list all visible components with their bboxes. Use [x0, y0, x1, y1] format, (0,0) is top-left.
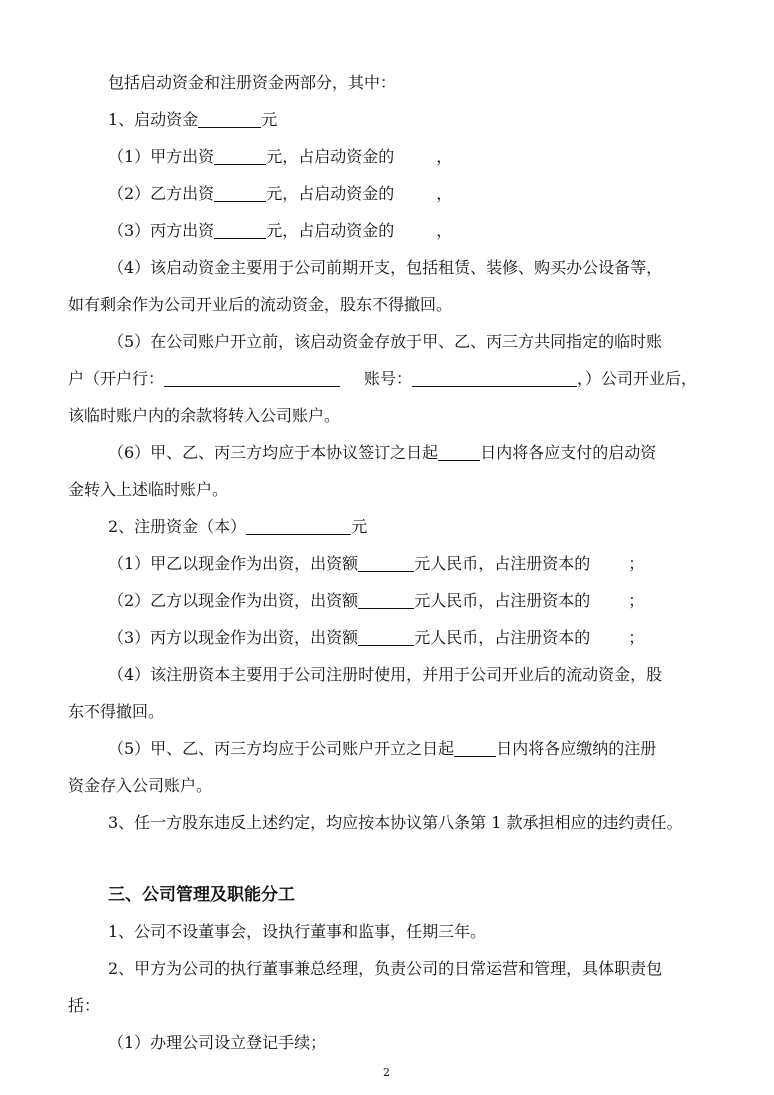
capital-item-5-line1: （5）甲、乙、丙三方均应于公司账户开立之日起 日内将各应缴纳的注册: [108, 739, 657, 758]
startup-item-1: （1）甲方出资 元，占启动资金的 ，: [108, 147, 453, 166]
days-blank: [438, 444, 480, 461]
bank-blank: [164, 370, 340, 387]
startup-item-5-line2: 户（开户行： 账号： ，）公司开业后，: [68, 369, 698, 388]
amount-blank: [214, 185, 266, 202]
management-item-2-line2: 括：: [68, 996, 101, 1015]
startup-item-3: （3）丙方出资 元，占启动资金的 ，: [108, 221, 453, 240]
startup-item-5-line3: 该临时账户内的余款将转入公司账户。: [68, 406, 341, 425]
capital-item-4-line1: （4）该注册资本主要用于公司注册时使用，并用于公司开业后的流动资金，股: [108, 665, 663, 684]
amount-blank: [358, 555, 414, 572]
capital-item-1: （1）甲乙以现金作为出资，出资额 元人民币，占注册资本的 ；: [108, 554, 645, 573]
days-blank: [454, 740, 496, 757]
capital-item-5-line2: 资金存入公司账户。: [68, 776, 213, 795]
registered-capital-blank: [246, 518, 351, 535]
startup-fund-line: [108, 110, 277, 130]
amount-blank: [214, 148, 266, 165]
capital-item-3: （3）丙方以现金作为出资，出资额 元人民币，占注册资本的 ；: [108, 628, 645, 647]
page-number: 2: [383, 1066, 390, 1079]
amount-blank: [358, 592, 414, 609]
management-item-2-sub-1: （1）办理公司设立登记手续；: [108, 1033, 327, 1052]
startup-item-4-line1: （4）该启动资金主要用于公司前期开支，包括租赁、装修、购买办公设备等，: [108, 258, 663, 277]
startup-fund-unit: 元: [261, 110, 278, 129]
amount-blank: [358, 629, 414, 646]
account-number-blank: [412, 370, 577, 387]
startup-item-2: （2）乙方出资 元，占启动资金的 ，: [108, 184, 453, 203]
registered-capital-line: 2、注册资金（本） 元: [108, 517, 368, 536]
startup-item-4-line2: 如有剩余作为公司开业后的流动资金，股东不得撤回。: [68, 295, 453, 314]
section-heading: 三、公司管理及职能分工: [108, 885, 295, 905]
startup-item-6-line1: （6）甲、乙、丙三方均应于本协议签订之日起 日内将各应支付的启动资: [108, 443, 657, 462]
startup-fund-label: 1、启动资金: [108, 110, 199, 129]
startup-fund-blank: [198, 111, 261, 128]
capital-item-4-line2: 东不得撤回。: [68, 702, 165, 721]
intro-line: 包括启动资金和注册资金两部分，其中：: [108, 73, 397, 92]
management-item-2-line1: 2、甲方为公司的执行董事兼总经理，负责公司的日常运营和管理，具体职责包: [108, 959, 663, 978]
amount-blank: [214, 222, 266, 239]
startup-item-5-line1: （5）在公司账户开立前，该启动资金存放于甲、乙、丙三方共同指定的临时账: [108, 332, 663, 351]
capital-item-2: （2）乙方以现金作为出资，出资额 元人民币，占注册资本的 ；: [108, 591, 645, 610]
startup-item-6-line2: 金转入上述临时账户。: [68, 480, 229, 499]
management-item-1: 1、公司不设董事会，设执行董事和监事，任期三年。: [108, 922, 487, 941]
breach-clause: 3、任一方股东违反上述约定，均应按本协议第八条第 1 款承担相应的违约责任。: [108, 813, 683, 832]
